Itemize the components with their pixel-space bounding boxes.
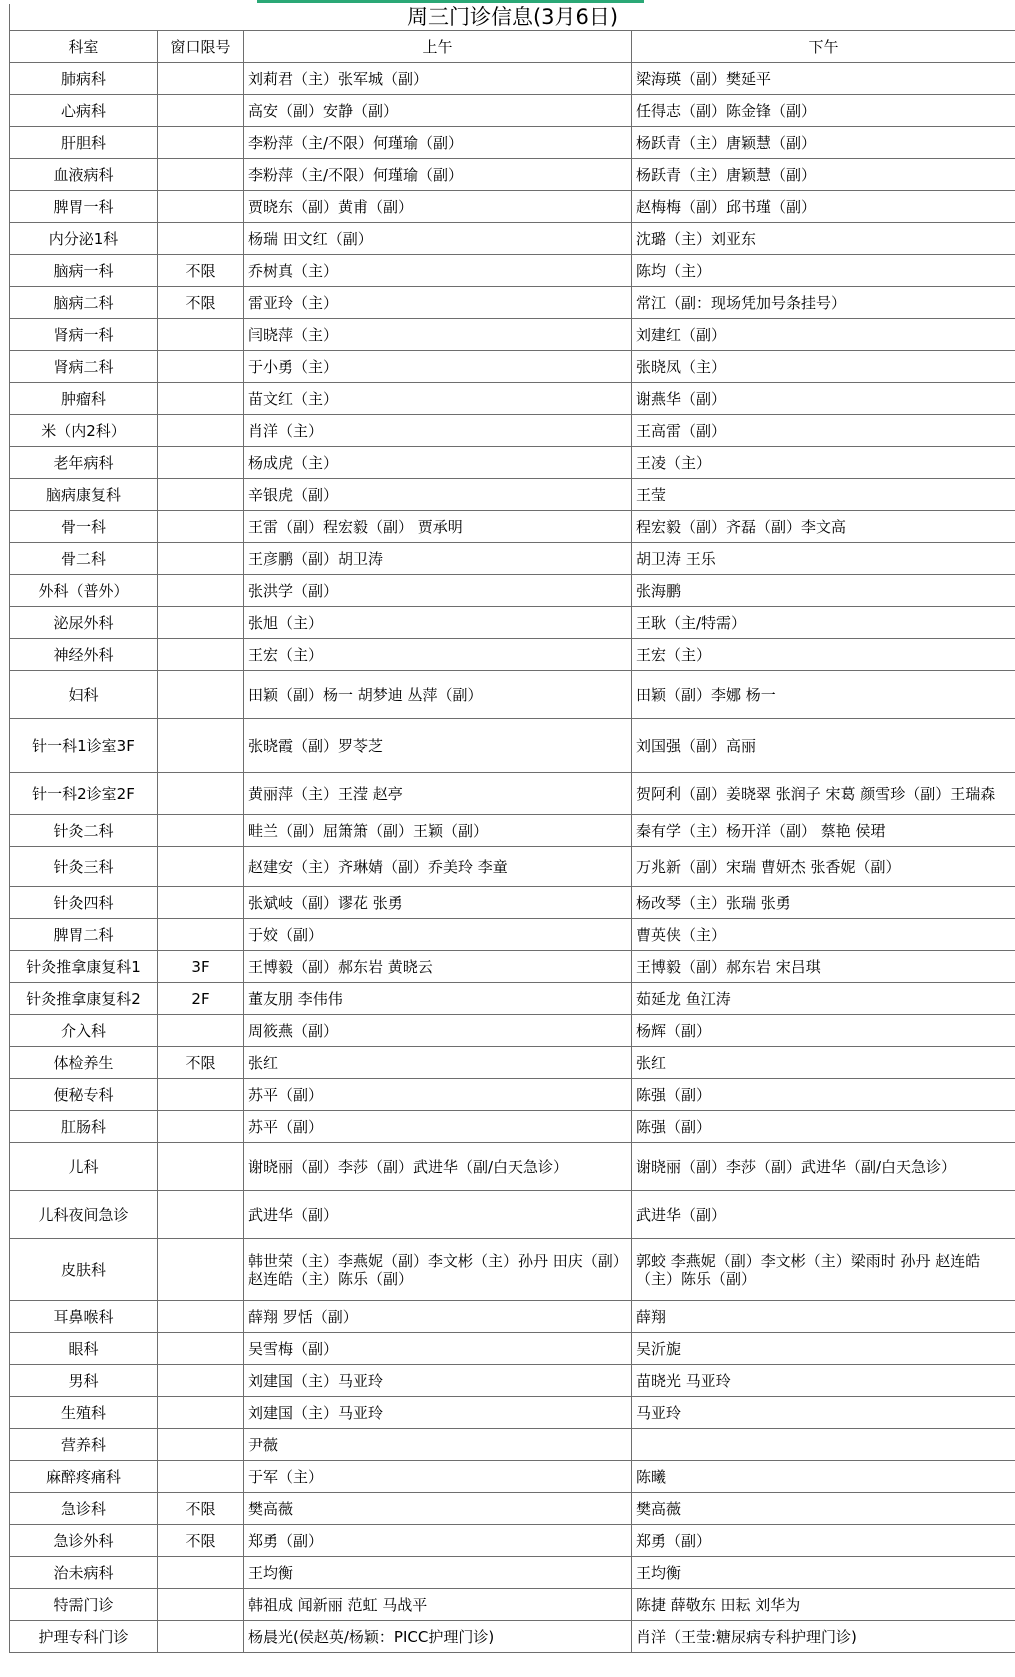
morning-cell: 高安（副）安静（副） — [244, 95, 632, 127]
dept-cell: 肛肠科 — [10, 1111, 158, 1143]
afternoon-cell: 陈均（主） — [632, 255, 1015, 287]
limit-cell: 2F — [158, 983, 244, 1015]
limit-cell — [158, 607, 244, 639]
schedule-body — [10, 63, 1015, 1653]
morning-cell: 畦兰（副）屈箫箫（副）王颖（副） — [244, 815, 632, 847]
dept-cell: 肾病一科 — [10, 319, 158, 351]
morning-cell: 于军（主） — [244, 1461, 632, 1493]
limit-cell — [158, 575, 244, 607]
afternoon-cell: 苗晓光 马亚玲 — [632, 1365, 1015, 1397]
table-row — [10, 815, 1015, 847]
table-row — [10, 1143, 1015, 1191]
table-row — [10, 639, 1015, 671]
dept-cell: 骨二科 — [10, 543, 158, 575]
afternoon-cell: 王宏（主） — [632, 639, 1015, 671]
afternoon-cell: 郭蛟 李燕妮（副）李文彬（主）梁雨时 孙丹 赵连皓（主）陈乐（副） — [632, 1239, 1015, 1301]
limit-cell — [158, 95, 244, 127]
limit-cell — [158, 1111, 244, 1143]
morning-cell: 闫晓萍（主） — [244, 319, 632, 351]
limit-cell — [158, 543, 244, 575]
table-row — [10, 1461, 1015, 1493]
afternoon-cell: 王博毅（副）郝东岩 宋吕琪 — [632, 951, 1015, 983]
table-row — [10, 1429, 1015, 1461]
morning-cell: 王宏（主） — [244, 639, 632, 671]
afternoon-cell — [632, 1429, 1015, 1461]
morning-cell: 张红 — [244, 1047, 632, 1079]
afternoon-cell: 茹延龙 鱼江涛 — [632, 983, 1015, 1015]
afternoon-cell: 陈捷 薛敬东 田耘 刘华为 — [632, 1589, 1015, 1621]
afternoon-cell: 郑勇（副） — [632, 1525, 1015, 1557]
morning-cell: 贾晓东（副）黄甫（副） — [244, 191, 632, 223]
table-row — [10, 543, 1015, 575]
limit-cell — [158, 1191, 244, 1239]
morning-cell: 苏平（副） — [244, 1079, 632, 1111]
dept-cell: 肾病二科 — [10, 351, 158, 383]
dept-cell: 老年病科 — [10, 447, 158, 479]
morning-cell: 樊高薇 — [244, 1493, 632, 1525]
dept-cell: 治未病科 — [10, 1557, 158, 1589]
morning-cell: 于小勇（主） — [244, 351, 632, 383]
limit-cell: 3F — [158, 951, 244, 983]
afternoon-cell: 曹英侠（主） — [632, 919, 1015, 951]
limit-cell — [158, 127, 244, 159]
limit-cell: 不限 — [158, 1525, 244, 1557]
afternoon-cell: 胡卫涛 王乐 — [632, 543, 1015, 575]
morning-cell: 郑勇（副） — [244, 1525, 632, 1557]
afternoon-cell: 薛翔 — [632, 1301, 1015, 1333]
limit-cell — [158, 719, 244, 773]
afternoon-cell: 贺阿利（副）姜晓翠 张润子 宋葛 颜雪珍（副）王瑞森 — [632, 773, 1015, 815]
dept-cell: 肝胆科 — [10, 127, 158, 159]
morning-cell: 苏平（副） — [244, 1111, 632, 1143]
table-row — [10, 1333, 1015, 1365]
afternoon-cell: 秦有学（主）杨开洋（副） 蔡艳 侯珺 — [632, 815, 1015, 847]
afternoon-cell: 谢晓丽（副）李莎（副）武进华（副/白天急诊） — [632, 1143, 1015, 1191]
afternoon-cell: 马亚玲 — [632, 1397, 1015, 1429]
afternoon-cell: 谢燕华（副） — [632, 383, 1015, 415]
morning-cell: 黄丽萍（主）王滢 赵亭 — [244, 773, 632, 815]
morning-cell: 雷亚玲（主） — [244, 287, 632, 319]
dept-cell: 体检养生 — [10, 1047, 158, 1079]
table-row — [10, 1493, 1015, 1525]
table-row — [10, 919, 1015, 951]
page-title: 周三门诊信息(3月6日) — [10, 4, 1015, 31]
table-row — [10, 1015, 1015, 1047]
dept-cell: 营养科 — [10, 1429, 158, 1461]
dept-cell: 血液病科 — [10, 159, 158, 191]
limit-cell — [158, 159, 244, 191]
dept-cell: 外科（普外） — [10, 575, 158, 607]
table-row — [10, 1191, 1015, 1239]
table-row — [10, 1525, 1015, 1557]
dept-cell: 脑病二科 — [10, 287, 158, 319]
limit-cell — [158, 1239, 244, 1301]
limit-cell — [158, 1461, 244, 1493]
header-row — [10, 31, 1015, 63]
afternoon-cell: 王耿（主/特需） — [632, 607, 1015, 639]
table-row — [10, 159, 1015, 191]
dept-cell: 妇科 — [10, 671, 158, 719]
table-row — [10, 191, 1015, 223]
table-row — [10, 671, 1015, 719]
limit-cell — [158, 511, 244, 543]
afternoon-cell: 张海鹏 — [632, 575, 1015, 607]
table-row — [10, 847, 1015, 887]
afternoon-cell: 任得志（副）陈金锋（副） — [632, 95, 1015, 127]
dept-cell: 针一科2诊室2F — [10, 773, 158, 815]
dept-cell: 麻醉疼痛科 — [10, 1461, 158, 1493]
table-row — [10, 63, 1015, 95]
morning-cell: 赵建安（主）齐琳婧（副）乔美玲 李童 — [244, 847, 632, 887]
limit-cell — [158, 1143, 244, 1191]
column-header-dept: 科室 — [10, 31, 158, 63]
dept-cell: 皮肤科 — [10, 1239, 158, 1301]
limit-cell — [158, 1397, 244, 1429]
morning-cell: 张旭（主） — [244, 607, 632, 639]
dept-cell: 针灸三科 — [10, 847, 158, 887]
dept-cell: 便秘专科 — [10, 1079, 158, 1111]
dept-cell: 脾胃二科 — [10, 919, 158, 951]
table-row — [10, 223, 1015, 255]
afternoon-cell: 王凌（主） — [632, 447, 1015, 479]
dept-cell: 特需门诊 — [10, 1589, 158, 1621]
afternoon-cell: 王均衡 — [632, 1557, 1015, 1589]
limit-cell — [158, 1015, 244, 1047]
dept-cell: 生殖科 — [10, 1397, 158, 1429]
afternoon-cell: 杨跃青（主）唐颖慧（副） — [632, 127, 1015, 159]
afternoon-cell: 陈强（副） — [632, 1079, 1015, 1111]
limit-cell — [158, 847, 244, 887]
afternoon-cell: 常江（副：现场凭加号条挂号） — [632, 287, 1015, 319]
table-row — [10, 383, 1015, 415]
table-row — [10, 447, 1015, 479]
table-row — [10, 719, 1015, 773]
afternoon-cell: 杨辉（副） — [632, 1015, 1015, 1047]
dept-cell: 内分泌1科 — [10, 223, 158, 255]
morning-cell: 王博毅（副）郝东岩 黄晓云 — [244, 951, 632, 983]
afternoon-cell: 刘国强（副）高丽 — [632, 719, 1015, 773]
limit-cell — [158, 1621, 244, 1653]
morning-cell: 薛翔 罗恬（副） — [244, 1301, 632, 1333]
morning-cell: 王彦鹏（副）胡卫涛 — [244, 543, 632, 575]
table-row — [10, 1239, 1015, 1301]
limit-cell — [158, 63, 244, 95]
limit-cell — [158, 1333, 244, 1365]
table-row — [10, 773, 1015, 815]
afternoon-cell: 赵梅梅（副）邱书瑾（副） — [632, 191, 1015, 223]
dept-cell: 急诊科 — [10, 1493, 158, 1525]
morning-cell: 杨晨光(侯赵英/杨颖：PICC护理门诊) — [244, 1621, 632, 1653]
afternoon-cell: 樊高薇 — [632, 1493, 1015, 1525]
afternoon-cell: 程宏毅（副）齐磊（副）李文高 — [632, 511, 1015, 543]
table-row — [10, 479, 1015, 511]
morning-cell: 韩祖成 闻新丽 范虹 马战平 — [244, 1589, 632, 1621]
table-row — [10, 511, 1015, 543]
limit-cell — [158, 815, 244, 847]
column-header-limit: 窗口限号 — [158, 31, 244, 63]
table-row — [10, 319, 1015, 351]
afternoon-cell: 张红 — [632, 1047, 1015, 1079]
dept-cell: 针灸推拿康复科2 — [10, 983, 158, 1015]
morning-cell: 田颖（副）杨一 胡梦迪 丛萍（副） — [244, 671, 632, 719]
dept-cell: 护理专科门诊 — [10, 1621, 158, 1653]
table-row — [10, 1589, 1015, 1621]
afternoon-cell: 王莹 — [632, 479, 1015, 511]
afternoon-cell: 肖洋（王莹:糖尿病专科护理门诊) — [632, 1621, 1015, 1653]
dept-cell: 介入科 — [10, 1015, 158, 1047]
limit-cell — [158, 1365, 244, 1397]
limit-cell — [158, 447, 244, 479]
morning-cell: 王均衡 — [244, 1557, 632, 1589]
morning-cell: 李粉萍（主/不限）何瑾瑜（副） — [244, 127, 632, 159]
dept-cell: 针一科1诊室3F — [10, 719, 158, 773]
table-row — [10, 1047, 1015, 1079]
morning-cell: 张洪学（副） — [244, 575, 632, 607]
limit-cell — [158, 351, 244, 383]
morning-cell: 刘建国（主）马亚玲 — [244, 1397, 632, 1429]
dept-cell: 骨一科 — [10, 511, 158, 543]
morning-cell: 谢晓丽（副）李莎（副）武进华（副/白天急诊） — [244, 1143, 632, 1191]
morning-cell: 辛银虎（副） — [244, 479, 632, 511]
afternoon-cell: 张晓凤（主） — [632, 351, 1015, 383]
dept-cell: 心病科 — [10, 95, 158, 127]
table-row — [10, 983, 1015, 1015]
table-row — [10, 127, 1015, 159]
limit-cell — [158, 1557, 244, 1589]
dept-cell: 脾胃一科 — [10, 191, 158, 223]
limit-cell — [158, 887, 244, 919]
limit-cell — [158, 319, 244, 351]
morning-cell: 于姣（副） — [244, 919, 632, 951]
dept-cell: 米（内2科） — [10, 415, 158, 447]
afternoon-cell: 刘建红（副） — [632, 319, 1015, 351]
morning-cell: 张晓霞（副）罗苓芝 — [244, 719, 632, 773]
morning-cell: 吴雪梅（副） — [244, 1333, 632, 1365]
table-row — [10, 1111, 1015, 1143]
afternoon-cell: 杨跃青（主）唐颖慧（副） — [632, 159, 1015, 191]
dept-cell: 儿科夜间急诊 — [10, 1191, 158, 1239]
table-row — [10, 1557, 1015, 1589]
limit-cell — [158, 639, 244, 671]
limit-cell — [158, 919, 244, 951]
morning-cell: 董友朋 李伟伟 — [244, 983, 632, 1015]
table-row — [10, 607, 1015, 639]
afternoon-cell: 武进华（副） — [632, 1191, 1015, 1239]
afternoon-cell: 沈璐（主）刘亚东 — [632, 223, 1015, 255]
limit-cell — [158, 1589, 244, 1621]
dept-cell: 针灸推拿康复科1 — [10, 951, 158, 983]
table-row — [10, 351, 1015, 383]
top-accent-bar — [257, 0, 644, 3]
limit-cell — [158, 191, 244, 223]
dept-cell: 男科 — [10, 1365, 158, 1397]
table-row — [10, 1079, 1015, 1111]
morning-cell: 乔树真（主） — [244, 255, 632, 287]
column-header-pm: 下午 — [632, 31, 1015, 63]
afternoon-cell: 梁海瑛（副）樊延平 — [632, 63, 1015, 95]
limit-cell — [158, 671, 244, 719]
dept-cell: 肺病科 — [10, 63, 158, 95]
dept-cell: 神经外科 — [10, 639, 158, 671]
limit-cell — [158, 223, 244, 255]
afternoon-cell: 王高雷（副） — [632, 415, 1015, 447]
morning-cell: 肖洋（主） — [244, 415, 632, 447]
morning-cell: 杨瑞 田文红（副） — [244, 223, 632, 255]
morning-cell: 王雷（副）程宏毅（副） 贾承明 — [244, 511, 632, 543]
dept-cell: 脑病一科 — [10, 255, 158, 287]
dept-cell: 眼科 — [10, 1333, 158, 1365]
morning-cell: 苗文红（主） — [244, 383, 632, 415]
morning-cell: 尹薇 — [244, 1429, 632, 1461]
afternoon-cell: 吴沂旎 — [632, 1333, 1015, 1365]
dept-cell: 脑病康复科 — [10, 479, 158, 511]
afternoon-cell: 陈强（副） — [632, 1111, 1015, 1143]
dept-cell: 儿科 — [10, 1143, 158, 1191]
table-row — [10, 1365, 1015, 1397]
morning-cell: 周筱燕（副） — [244, 1015, 632, 1047]
limit-cell: 不限 — [158, 255, 244, 287]
table-row — [10, 887, 1015, 919]
table-row — [10, 1301, 1015, 1333]
limit-cell: 不限 — [158, 1493, 244, 1525]
morning-cell: 李粉萍（主/不限）何瑾瑜（副） — [244, 159, 632, 191]
dept-cell: 急诊外科 — [10, 1525, 158, 1557]
dept-cell: 肿瘤科 — [10, 383, 158, 415]
dept-cell: 针灸二科 — [10, 815, 158, 847]
table-row — [10, 951, 1015, 983]
limit-cell: 不限 — [158, 287, 244, 319]
morning-cell: 韩世荣（主）李燕妮（副）李文彬（主）孙丹 田庆（副）赵连皓（主）陈乐（副） — [244, 1239, 632, 1301]
limit-cell — [158, 1429, 244, 1461]
afternoon-cell: 万兆新（副）宋瑞 曹妍杰 张香妮（副） — [632, 847, 1015, 887]
table-row — [10, 1397, 1015, 1429]
morning-cell: 刘莉君（主）张军城（副） — [244, 63, 632, 95]
morning-cell: 张斌岐（副）谬花 张勇 — [244, 887, 632, 919]
morning-cell: 杨成虎（主） — [244, 447, 632, 479]
limit-cell: 不限 — [158, 1047, 244, 1079]
table-row — [10, 415, 1015, 447]
clinic-schedule-table — [9, 4, 1015, 1653]
dept-cell: 泌尿外科 — [10, 607, 158, 639]
limit-cell — [158, 1079, 244, 1111]
afternoon-cell: 杨改琴（主）张瑞 张勇 — [632, 887, 1015, 919]
limit-cell — [158, 479, 244, 511]
dept-cell: 针灸四科 — [10, 887, 158, 919]
table-row — [10, 287, 1015, 319]
afternoon-cell: 陈曦 — [632, 1461, 1015, 1493]
limit-cell — [158, 415, 244, 447]
table-row — [10, 95, 1015, 127]
limit-cell — [158, 1301, 244, 1333]
morning-cell: 刘建国（主）马亚玲 — [244, 1365, 632, 1397]
column-header-am: 上午 — [244, 31, 632, 63]
dept-cell: 耳鼻喉科 — [10, 1301, 158, 1333]
morning-cell: 武进华（副） — [244, 1191, 632, 1239]
table-row — [10, 575, 1015, 607]
limit-cell — [158, 383, 244, 415]
title-row — [10, 4, 1015, 31]
table-row — [10, 255, 1015, 287]
afternoon-cell: 田颖（副）李娜 杨一 — [632, 671, 1015, 719]
table-row — [10, 1621, 1015, 1653]
limit-cell — [158, 773, 244, 815]
